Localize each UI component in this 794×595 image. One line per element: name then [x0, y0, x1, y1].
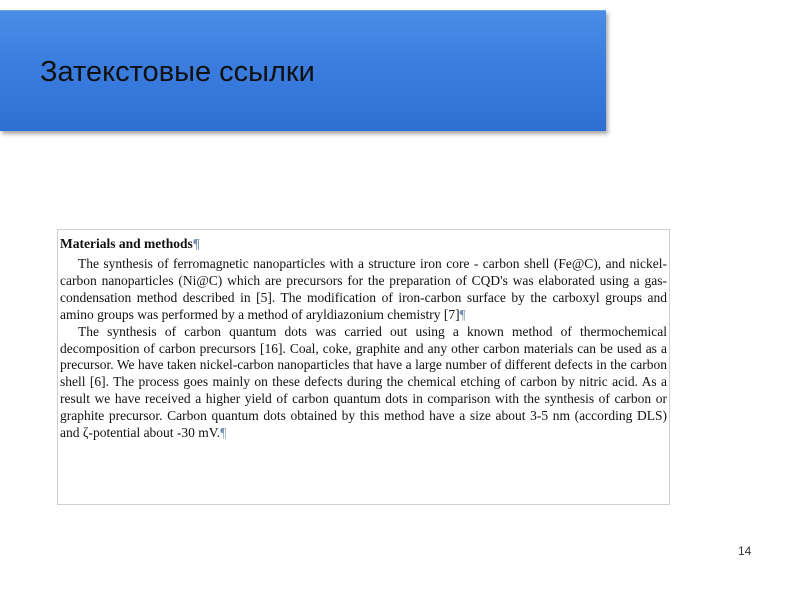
pilcrow-mark: ¶: [220, 425, 227, 441]
paragraph-2-text: The synthesis of carbon quantum dots was carried out using a known method of thermochemical decomposition of carbon precursors [16]. Coal, coke, graphite and any other carbon materials can be used as a precursor. We have taken nickel-carbon nanoparticles that have a large number of different defects in the carbon shell [6]. The process goes mainly on these defects during the chemical etching of carbon by nitric acid. As a result we have received a higher yield of carbon quantum dots in comparison with the synthesis of carbon or graphite precursor. Carbon quantum dots obtained by this method have a size about 3-5 nm (according DLS) and ζ-potential about -30 mV.: [60, 323, 667, 441]
paragraph-1-text: The synthesis of ferromagnetic nanoparticles with a structure iron core - carbon shell (Fe@C), and nickel-carbon nanoparticles (Ni@C) which are precursors for the preparation of CQD's was elaborated using a gas-condensation method described in [5]. The modification of iron-carbon surface by the carboxyl groups and amino groups was performed by a method of aryldiazonium chemistry [7]: [60, 256, 667, 322]
section-heading-text: Materials and methods: [60, 236, 193, 251]
paragraph-1: [60, 256, 667, 324]
section-heading: [60, 236, 667, 252]
slide-title: Затекстовые ссылки: [40, 56, 315, 88]
pilcrow-mark: ¶: [459, 306, 466, 322]
page-number: 14: [738, 544, 752, 558]
document-excerpt: [57, 229, 670, 505]
pilcrow-mark: ¶: [192, 236, 201, 251]
paragraph-2: [60, 324, 667, 442]
